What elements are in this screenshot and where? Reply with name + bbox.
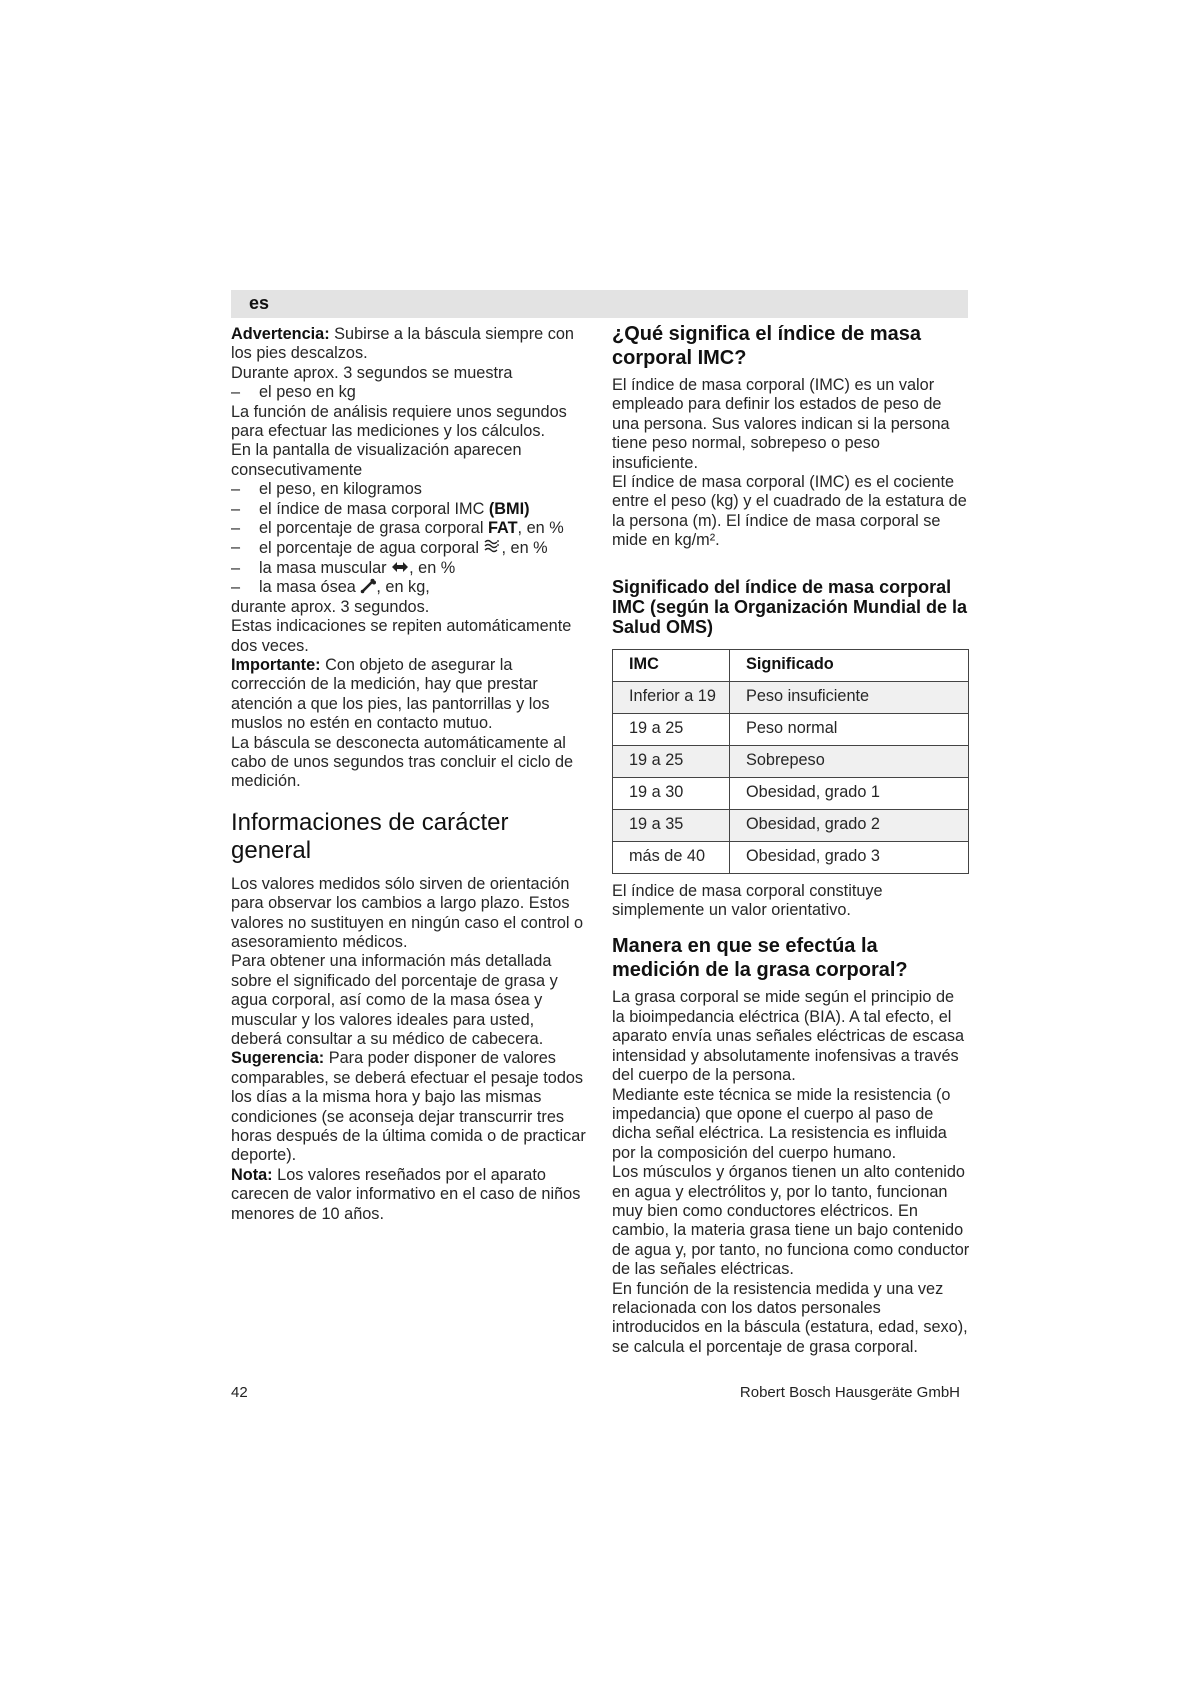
repeat-text: Estas indicaciones se repiten automáticamente dos veces. bbox=[231, 617, 572, 655]
analysis-text: La función de análisis requiere unos segundos para efectuar las mediciones y los cálculos. bbox=[231, 402, 567, 441]
list-weight: el peso, en kilogramos bbox=[259, 480, 422, 499]
language-tag: es bbox=[249, 293, 270, 313]
during3-text: durante aprox. 3 segundos. bbox=[231, 597, 430, 616]
list-item: – la masa muscular , en % bbox=[231, 558, 456, 577]
list-muscle: la masa muscular bbox=[259, 558, 392, 577]
footer-brand: Robert Bosch Hausgeräte GmbH bbox=[739, 1384, 960, 1401]
table-cell: Obesidad, grado 1 bbox=[730, 777, 969, 809]
bone-icon bbox=[360, 578, 376, 594]
heading-imc: ¿Qué significa el índice de masa corporal IMC? bbox=[612, 323, 921, 369]
left-column bbox=[231, 325, 587, 1224]
list-fat: el porcentaje de grasa corporal bbox=[259, 519, 488, 538]
warning-text: Subirse a la báscula siempre con los pies descalzos. bbox=[231, 325, 574, 363]
display-text: En la pantalla de visualización aparecen consecutivamente bbox=[231, 441, 522, 479]
list-item: – el porcentaje de agua corporal , en % bbox=[231, 538, 548, 558]
tip-text: Para poder disponer de valores comparables, se deberá efectuar el pesaje todos los días a la misma hora y bajo las mismas condiciones (se aconseja dejar transcurrir tres horas después de la última comida o de practicar deporte). bbox=[231, 1049, 586, 1165]
table-cell: 19 a 25 bbox=[613, 713, 730, 745]
list-item: – el índice de masa corporal IMC (BMI) bbox=[231, 499, 530, 518]
table-cell: Peso insuficiente bbox=[730, 681, 969, 713]
list-item: – el peso, en kilogramos bbox=[231, 480, 422, 499]
muscle-icon bbox=[391, 560, 409, 574]
table-row bbox=[613, 809, 969, 841]
important-paragraph bbox=[231, 656, 587, 734]
table-cell: Inferior a 19 bbox=[613, 681, 730, 713]
language-bar bbox=[231, 290, 968, 318]
warning-label: Advertencia: bbox=[231, 325, 330, 343]
orient-text: El índice de masa corporal constituye simplemente un valor orientativo. bbox=[612, 881, 883, 920]
list-muscle-tail: , en % bbox=[409, 558, 456, 577]
list-bone: la masa ósea bbox=[259, 578, 361, 597]
heading-general: Informaciones de carácter general bbox=[231, 808, 509, 864]
imc-p2: El índice de masa corporal (IMC) es el cociente entre el peso (kg) y el cuadrado de la estatura de la persona (m). El índice de masa corporal se mide en kg/m². bbox=[612, 473, 967, 550]
fat-p3: Los músculos y órganos tienen un alto contenido en agua y electrólitos y, por lo tanto, funcionan muy bien como conductores eléctricos. En cambio, la materia grasa tiene un bajo contenido de agua y, por tanto, no funciona como conductor de las señales eléctricas. bbox=[612, 1163, 970, 1279]
approx3-text: Durante aprox. 3 segundos se muestra bbox=[231, 363, 513, 382]
list-imc-bold: (BMI) bbox=[488, 499, 530, 518]
page-number: 42 bbox=[231, 1384, 248, 1401]
water-icon bbox=[483, 538, 501, 556]
right-column bbox=[612, 322, 970, 1357]
important-text: Con objeto de asegurar la corrección de la medición, hay que prestar atención a que los pies, las pantorrillas y los muslos no estén en contacto mutuo. bbox=[231, 655, 550, 733]
table-header: IMC bbox=[613, 649, 730, 681]
list-water-tail: , en % bbox=[501, 539, 548, 558]
imc-p1: El índice de masa corporal (IMC) es un valor empleado para definir los estados de peso de una persona. Sus valores indican si la persona tiene peso normal, sobrepeso o peso insuficiente. bbox=[612, 376, 950, 472]
table-cell: Obesidad, grado 2 bbox=[730, 809, 969, 841]
note-label: Nota: bbox=[231, 1165, 273, 1184]
list-item: – la masa ósea , en kg, bbox=[231, 578, 430, 597]
table-cell: Obesidad, grado 3 bbox=[730, 841, 969, 873]
tip-label: Sugerencia: bbox=[231, 1049, 325, 1068]
table-row bbox=[613, 681, 969, 713]
list-fat-tail: , en % bbox=[517, 519, 564, 538]
list-item: – el peso en kg bbox=[231, 383, 356, 402]
important-label: Importante: bbox=[231, 655, 321, 674]
table-row bbox=[613, 841, 969, 873]
note-text: Los valores reseñados por el aparato carecen de valor informativo en el caso de niños menores de 10 años. bbox=[231, 1165, 581, 1223]
heading-fat: Manera en que se efectúa la medición de la grasa corporal? bbox=[612, 935, 908, 982]
table-row bbox=[613, 777, 969, 809]
list-bone-tail: , en kg, bbox=[376, 578, 430, 597]
list-imc: el índice de masa corporal IMC bbox=[259, 499, 489, 518]
note-paragraph bbox=[231, 1166, 587, 1224]
table-cell: más de 40 bbox=[613, 841, 730, 873]
list-water: el porcentaje de agua corporal bbox=[259, 539, 484, 558]
disconnect-text: La báscula se desconecta automáticamente al cabo de unos segundos tras concluir el ciclo de medición. bbox=[231, 733, 574, 791]
heading-oms: Significado del índice de masa corporal IMC (según la Organización Mundial de la Salud OMS) bbox=[612, 576, 968, 637]
fat-p2: Mediante este técnica se mide la resistencia (o impedancia) que opone el cuerpo al paso de dicha señal eléctrica. La resistencia es influida por la composición del cuerpo humano. bbox=[612, 1085, 951, 1162]
table-row bbox=[613, 745, 969, 777]
general-p2: Para obtener una información más detallada sobre el significado del porcentaje de grasa y agua corporal, así como de la masa ósea y muscular y los valores ideales para usted, deberá consultar a su médico de cabecera. bbox=[231, 952, 558, 1048]
table-cell: Peso normal bbox=[730, 713, 969, 745]
list-fat-bold: FAT bbox=[487, 519, 518, 538]
general-p1: Los valores medidos sólo sirven de orientación para observar los cambios a largo plazo. Estos valores no sustituyen en ningún caso el control o asesoramiento médicos. bbox=[231, 874, 584, 951]
weight-kg-text: el peso en kg bbox=[259, 383, 356, 402]
imc-table bbox=[612, 649, 969, 874]
warning-paragraph bbox=[231, 325, 587, 364]
fat-p1: La grasa corporal se mide según el principio de la bioimpedancia eléctrica (BIA). A tal efecto, el aparato envía unas señales eléctricas de escasa intensidad y absolutamente inofensivas a través del cuerpo de la persona. bbox=[612, 988, 965, 1085]
table-cell: 19 a 35 bbox=[613, 809, 730, 841]
table-header-row bbox=[613, 649, 969, 681]
table-cell: 19 a 30 bbox=[613, 777, 730, 809]
tip-paragraph bbox=[231, 1049, 587, 1165]
table-cell: Sobrepeso bbox=[730, 745, 969, 777]
table-cell: 19 a 25 bbox=[613, 745, 730, 777]
table-row bbox=[613, 713, 969, 745]
list-item: – el porcentaje de grasa corporal FAT, en % bbox=[231, 519, 564, 538]
fat-p4: En función de la resistencia medida y una vez relacionada con los datos personales introducidos en la báscula (estatura, edad, sexo), se calcula el porcentaje de grasa corporal. bbox=[612, 1279, 968, 1356]
table-header: Significado bbox=[730, 649, 969, 681]
